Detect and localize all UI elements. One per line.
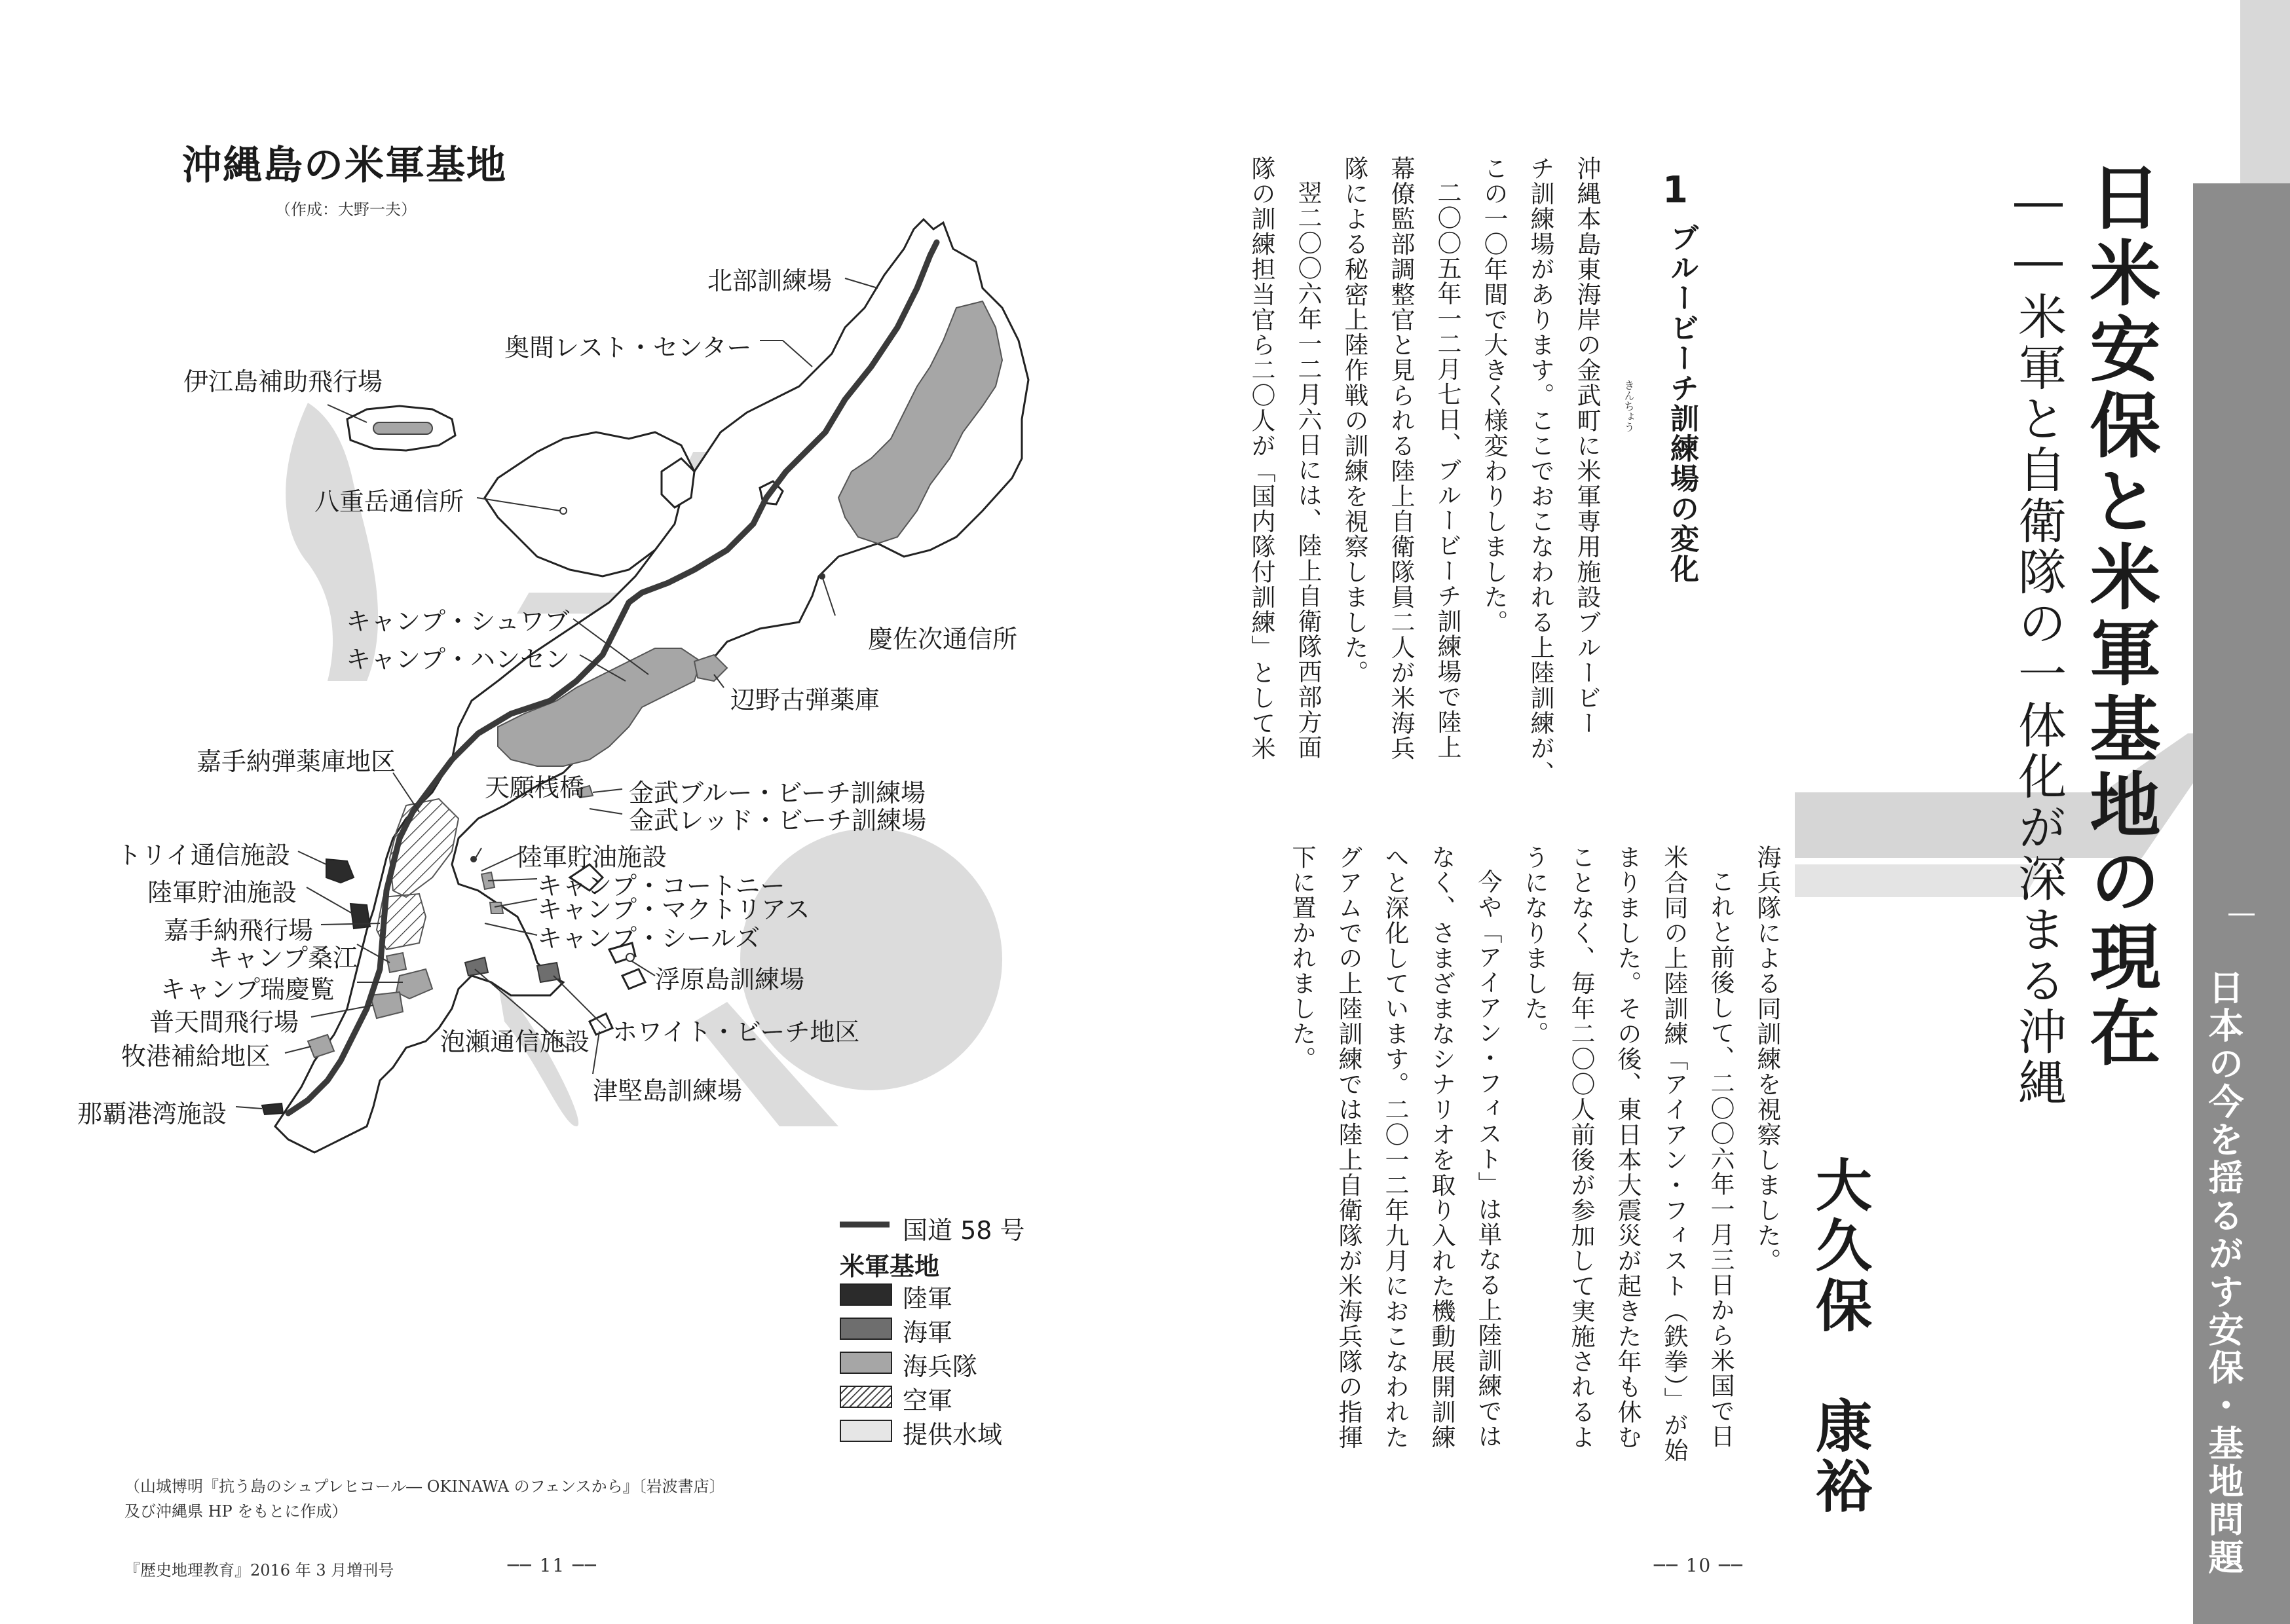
legend-label-waters: 提供水域 xyxy=(903,1420,1003,1449)
lower-line-2: これと前後して、二〇〇六年一月三日から米国で日 xyxy=(1706,869,1735,1449)
ruby-kinchou: きんちょう xyxy=(1623,380,1635,432)
label-kuwae: キャンプ桑江 xyxy=(208,944,358,972)
label-tengan: 天願桟橋 xyxy=(485,773,585,802)
lower-line-3: 米合同の上陸訓練「アイアン・フィスト（鉄拳）」が始 xyxy=(1660,845,1688,1463)
army-oil-west xyxy=(350,904,370,929)
lower-line-1: 海兵隊による同訓練を視察しました。 xyxy=(1753,845,1781,1274)
label-tsuken: 津堅島訓練場 xyxy=(593,1077,743,1105)
label-courtney: キャンプ・コートニー xyxy=(537,872,785,900)
label-gesashi: 慶佐次通信所 xyxy=(868,625,1018,654)
gesashi-marker xyxy=(819,573,825,580)
legend-swatch-waters xyxy=(840,1420,892,1442)
author-name: 大久保 康裕 xyxy=(1806,1156,1872,1517)
label-schwab: キャンプ・シュワブ xyxy=(346,607,570,636)
upper-line-5: 幕僚監部調整官と見られる陸上自衛隊員二人が米海兵 xyxy=(1387,156,1415,761)
legend-swatch-airforce xyxy=(840,1386,892,1408)
label-futenma: 普天間飛行場 xyxy=(149,1008,299,1037)
upper-line-6: 隊による秘密上陸作戦の訓練を視察しました。 xyxy=(1340,156,1368,686)
legend-label-marines: 海兵隊 xyxy=(903,1352,978,1381)
map-credit: （作成：大野一夫） xyxy=(275,200,417,219)
label-yaedake: 八重岳通信所 xyxy=(314,487,464,516)
label-okuma: 奥間レスト・センター xyxy=(504,333,752,362)
legend-swatch-army xyxy=(840,1283,892,1306)
label-ukibaru: 浮原島訓練場 xyxy=(655,965,805,994)
label-kin-red: 金武レッド・ビーチ訓練場 xyxy=(629,806,927,835)
label-kin-blue: 金武ブルー・ビーチ訓練場 xyxy=(629,779,926,807)
legend-swatch-marines xyxy=(840,1352,892,1374)
label-army-oil-east: 陸軍貯油施設 xyxy=(517,843,667,872)
label-hansen: キャンプ・ハンセン xyxy=(346,645,571,674)
yaedake-marker xyxy=(560,507,567,514)
article-subtitle: ――米軍と自衛隊の一体化が深まる沖縄 xyxy=(2010,174,2067,1109)
upper-line-4: 二〇〇五年一二月七日、ブルービーチ訓練場で陸上 xyxy=(1433,180,1461,760)
label-makiminato: 牧港補給地区 xyxy=(121,1042,271,1071)
page-number-right: ── 10 ── xyxy=(1654,1555,1744,1576)
lower-line-10: グアムでの上陸訓練では陸上自衛隊が米海兵隊の指揮 xyxy=(1334,845,1362,1450)
ukibaru-marker xyxy=(626,953,634,961)
label-awase: 泡瀬通信施設 xyxy=(440,1027,590,1056)
small-island xyxy=(622,969,645,989)
lower-line-8: なく、さまざまなシナリオを取り入れた機動展開訓練 xyxy=(1427,845,1455,1450)
lower-text-block xyxy=(1279,845,1790,1500)
upper-line-1: 沖縄本島東海岸の金武町に米軍専用施設ブルービー xyxy=(1573,156,1601,736)
naha-military-port xyxy=(262,1103,283,1115)
page-number-left: ── 11 ── xyxy=(508,1555,597,1576)
label-kadena-af: 嘉手納飛行場 xyxy=(164,916,314,945)
label-naha: 那覇港湾施設 xyxy=(77,1099,227,1128)
side-tab-top xyxy=(2240,0,2290,183)
upper-line-2: チ訓練場があります。ここでおこなわれる上陸訓練が、 xyxy=(1526,156,1554,786)
tsuken-island xyxy=(590,1014,612,1035)
tengan-marker xyxy=(470,856,477,862)
lower-line-6: うになりました。 xyxy=(1520,845,1549,1046)
legend-label-navy: 海軍 xyxy=(903,1318,953,1347)
label-shields: キャンプ・シールズ xyxy=(537,924,760,953)
source-note-line1: （山城博明『抗う島のシュプレヒコール― OKINAWA のフェンスから』〔岩波書店〕 xyxy=(124,1477,725,1496)
label-henoko: 辺野古弾薬庫 xyxy=(730,686,880,714)
section-heading: ブルービーチ訓練場の変化 xyxy=(1665,223,1699,584)
journal-name: 『歴史地理教育』2016 年 3 月増刊号 xyxy=(124,1561,394,1579)
label-kadena-ammo: 嘉手納弾薬庫地区 xyxy=(197,747,396,776)
camp-mctureous xyxy=(490,902,503,913)
legend-swatch-navy xyxy=(840,1318,892,1340)
label-mctureous: キャンプ・マクトリアス xyxy=(537,895,810,924)
lower-line-9: へと深化しています。二〇一二年九月におこなわれた xyxy=(1381,845,1409,1450)
label-torii: トリイ通信施設 xyxy=(117,841,290,870)
legend-heading: 米軍基地 xyxy=(840,1252,940,1281)
upper-text-block xyxy=(1238,156,1610,811)
lower-line-7: 今や「アイアン・フィスト」は単なる上陸訓練では xyxy=(1474,869,1502,1449)
label-iejima: 伊江島補助飛行場 xyxy=(183,367,383,396)
section-number: 1 xyxy=(1662,169,1688,212)
torii-station xyxy=(326,859,354,883)
lower-line-4: まりました。その後、東日本大震災が起きた年も休む xyxy=(1613,845,1642,1450)
source-note-line2: 及び沖縄県 HP をもとに作成） xyxy=(124,1502,348,1521)
side-tab-text: 日本の今を揺るがす安保・基地問題 xyxy=(2203,969,2245,1577)
upper-line-7: 翌二〇〇六年一二月六日には、陸上自衛隊西部方面 xyxy=(1294,180,1322,760)
lower-line-11: 下に置かれました。 xyxy=(1288,845,1316,1072)
label-white-beach: ホワイト・ビーチ地区 xyxy=(612,1018,860,1046)
label-army-oil-west: 陸軍貯油施設 xyxy=(147,878,297,907)
article-title: 日米安保と米軍基地の現在 xyxy=(2078,160,2160,1072)
legend-label-army: 陸軍 xyxy=(903,1284,953,1313)
legend-label-airforce: 空軍 xyxy=(903,1386,953,1415)
lower-line-5: ことなく、毎年二〇〇人前後が参加して実施されるよ xyxy=(1567,845,1595,1450)
upper-line-3: この一〇年間で大きく様変わりしました。 xyxy=(1480,156,1508,635)
label-zukeran: キャンプ瑞慶覧 xyxy=(160,975,335,1004)
legend-route-label: 国道 58 号 xyxy=(903,1216,1025,1245)
iejima-airfield-area xyxy=(373,422,432,434)
upper-line-8: 隊の訓練担当官ら二〇人が「国内隊付訓練」として米 xyxy=(1247,156,1275,761)
map-title: 沖縄島の米軍基地 xyxy=(182,143,507,189)
label-hokubu: 北部訓練場 xyxy=(707,267,833,295)
